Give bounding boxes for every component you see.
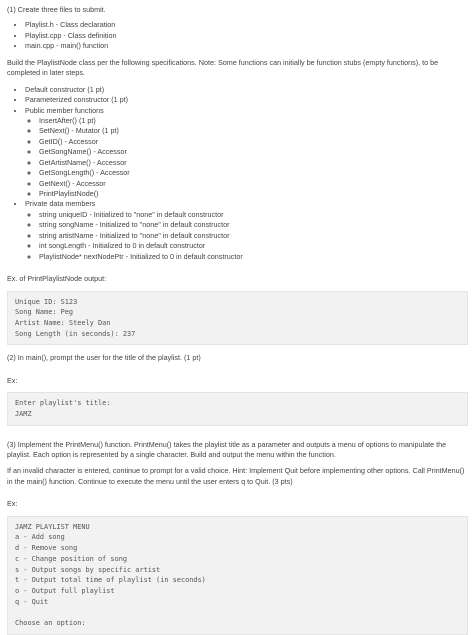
list-item: ◦ PrintPlaylistNode() xyxy=(39,189,468,199)
list-item: • Default constructor (1 pt) xyxy=(25,85,468,95)
list-item xyxy=(25,106,468,200)
list-item: ◦ string uniqueID - Initialized to "none" in default constructor xyxy=(39,210,468,220)
list-item: • Playlist.cpp - Class definition xyxy=(25,31,468,41)
list-item: ◦ string songName - Initialized to "none" in default constructor xyxy=(39,220,468,230)
list-item: ◦ GetArtistName() - Accessor xyxy=(39,158,468,168)
part1-intro: (1) Create three files to submit. xyxy=(7,5,106,14)
list-item: ◦ GetNext() - Accessor xyxy=(39,179,468,189)
part3-detail: If an invalid character is entered, continue to prompt for a valid choice. Hint: Implement Quit before implementing other options. Call PrintMenu() in the main() function. Continue to execute the menu until the user enters q to Quit. (3 pts) xyxy=(7,466,465,486)
list-item: • Playlist.h - Class declaration xyxy=(25,20,468,30)
public-members-label: Public member functions xyxy=(25,105,104,115)
list-item: ◦ GetSongName() - Accessor xyxy=(39,147,468,157)
list-item: • main.cpp - main() function xyxy=(25,41,468,51)
files-list xyxy=(7,20,468,51)
list-item: ◦ InsertAfter() (1 pt) xyxy=(39,116,468,126)
list-item: ◦ GetSongLength() - Accessor xyxy=(39,168,468,178)
part3-intro: (3) Implement the PrintMenu() function. PrintMenu() takes the playlist title as a parameter and outputs a menu of options to manipulate the playlist. Each option is represented by a single character. Build and output the menu within the function. xyxy=(7,439,447,460)
private-members-label: Private data members xyxy=(25,199,96,209)
example-label: Ex: xyxy=(7,499,18,509)
example-label: Ex. of PrintPlaylistNode output: xyxy=(7,274,107,284)
spec-list xyxy=(7,85,468,262)
part2-intro: (2) In main(), prompt the user for the title of the playlist. (1 pt) xyxy=(7,353,201,363)
part1-spec: Build the PlaylistNode class per the following specifications. Note: Some functions can initially be function stubs (empty functions), to be completed in later steps. xyxy=(7,57,439,78)
code-block-title-prompt: Enter playlist's title: JAMZ xyxy=(7,392,468,425)
list-item: • Parameterized constructor (1 pt) xyxy=(25,95,468,105)
public-members-list xyxy=(25,116,468,200)
list-item: ◦ int songLength - Initialized to 0 in default constructor xyxy=(39,241,468,251)
list-item: ◦ string artistName - Initialized to "none" in default constructor xyxy=(39,231,468,241)
code-block-node-output: Unique ID: S123 Song Name: Peg Artist Name: Steely Dan Song Length (in seconds): 237 xyxy=(7,291,468,346)
list-item xyxy=(25,199,468,262)
code-block-menu: JAMZ PLAYLIST MENU a - Add song d - Remove song c - Change position of song s - Output songs by specific artist t - Output total time of playlist (in seconds) o - Output full playlist q - Quit Choose an option: xyxy=(7,516,468,635)
private-members-list xyxy=(25,210,468,262)
list-item: ◦ PlaylistNode* nextNodePtr - Initialized to 0 in default constructor xyxy=(39,252,468,262)
list-item: ◦ SetNext() - Mutator (1 pt) xyxy=(39,126,468,136)
example-label: Ex: xyxy=(7,375,18,385)
list-item: ◦ GetID() - Accessor xyxy=(39,137,468,147)
